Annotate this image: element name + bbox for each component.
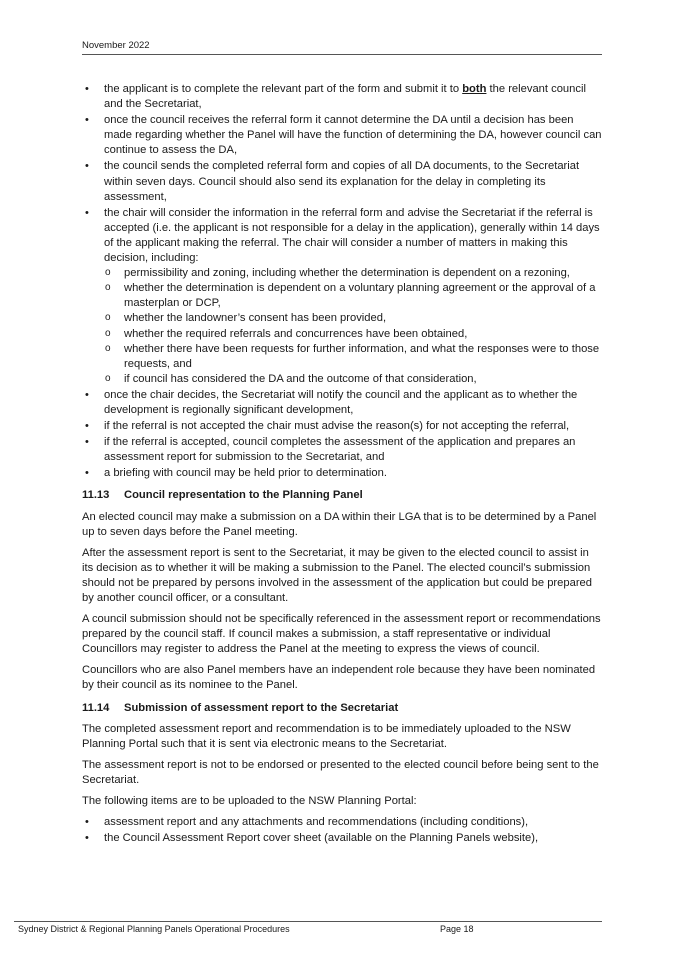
list-item (82, 82, 602, 112)
sub-list-item: o whether there have been requests for further information, and what the responses were to those requests, and (104, 342, 602, 372)
sub-list-item: o whether the determination is dependent on a voluntary planning agreement or the approval of a masterplan or DCP, (104, 281, 602, 311)
list-item: • if the referral is accepted, council completes the assessment of the application and prepares an assessment report for submission to the Secretariat, and (82, 435, 602, 465)
paragraph: The assessment report is not to be endorsed or presented to the elected council before being sent to the Secretariat. (82, 758, 599, 786)
section-number: 11.14 (82, 701, 110, 714)
section-title: Submission of assessment report to the Secretariat (124, 701, 399, 714)
sub-list-item: o permissibility and zoning, including whether the determination is dependent on a rezoning, (104, 266, 602, 281)
paragraph: The completed assessment report and recommendation is to be immediately uploaded to the NSW Planning Portal such that it is sent via electronic means to the Secretariat. (82, 722, 571, 750)
emphasis-both: both (462, 83, 487, 95)
paragraph: After the assessment report is sent to the Secretariat, it may be given to the elected council to assist in its decision as to whether it will be making a submission to the Panel. The elected council’s submission should not be prepared by persons involved in the assessment of the application but could be prepared by another council officer, or a consultant. (82, 546, 592, 604)
header-divider (82, 54, 602, 55)
section-number: 11.13 (82, 489, 110, 502)
section-title: Council representation to the Planning Panel (124, 489, 363, 502)
sub-list-item: o whether the landowner’s consent has been provided, (104, 311, 602, 326)
paragraph: An elected council may make a submission on a DA within their LGA that is to be determined by a Panel up to seven days before the Panel meeting. (82, 510, 597, 538)
list-item: • assessment report and any attachments and recommendations (including conditions), (82, 815, 602, 830)
paragraph: Councillors who are also Panel members have an independent role because they have been nominated by their council as its nominee to the Panel. (82, 664, 596, 692)
paragraph: A council submission should not be specifically referenced in the assessment report or recommendations prepared by the council staff. If council makes a submission, a staff representative or individual Councillors may register to address the Panel at the meeting to express the views of council. (82, 613, 601, 656)
sub-list-item: o if council has considered the DA and the outcome of that consideration, (104, 372, 602, 387)
header-date: November 2022 (82, 40, 150, 51)
list-item: • the council sends the completed referral form and copies of all DA documents, to the Secretariat within seven days. Council should also send its explanation for the delay in completing its assessment, (82, 159, 602, 204)
footer-document-title: Sydney District & Regional Planning Panels Operational Procedures (18, 924, 290, 934)
page-content (82, 82, 602, 847)
paragraph: The following items are to be uploaded to the NSW Planning Portal: (82, 795, 417, 808)
footer-page-number: Page 18 (440, 924, 474, 934)
footer-divider (14, 921, 602, 922)
section-heading-11-14 (82, 701, 602, 716)
sub-list-item: o whether the required referrals and concurrences have been obtained, (104, 327, 602, 342)
list-item: • if the referral is not accepted the chair must advise the reason(s) for not accepting the referral, (82, 419, 602, 434)
list-item-text: the chair will consider the information in the referral form and advise the Secretariat if the referral is accepted (i.e. the applicant is not responsible for a delay in the application), generally within 14 days of the applicant making the referral. The chair will consider a number of matters in making this decision, including: (104, 206, 600, 265)
list-item (82, 206, 602, 387)
section-heading-11-13 (82, 488, 602, 503)
list-item: • the Council Assessment Report cover sheet (available on the Planning Panels website), (82, 831, 602, 846)
referral-process-list (82, 82, 602, 481)
list-item: • once the council receives the referral form it cannot determine the DA until a decision has been made regarding whether the Panel will have the function of determining the DA, however council can continue to assess the DA, (82, 113, 602, 158)
list-item-text: the relevant council and the Secretariat, (104, 83, 586, 111)
upload-items-list (82, 815, 602, 846)
list-item: • a briefing with council may be held prior to determination. (82, 466, 602, 481)
list-item-text: the applicant is to complete the relevant part of the form and submit it to (104, 83, 463, 95)
list-item: • once the chair decides, the Secretariat will notify the council and the applicant as to whether the development is regionally significant development, (82, 388, 602, 418)
chair-matters-sublist (104, 266, 602, 387)
